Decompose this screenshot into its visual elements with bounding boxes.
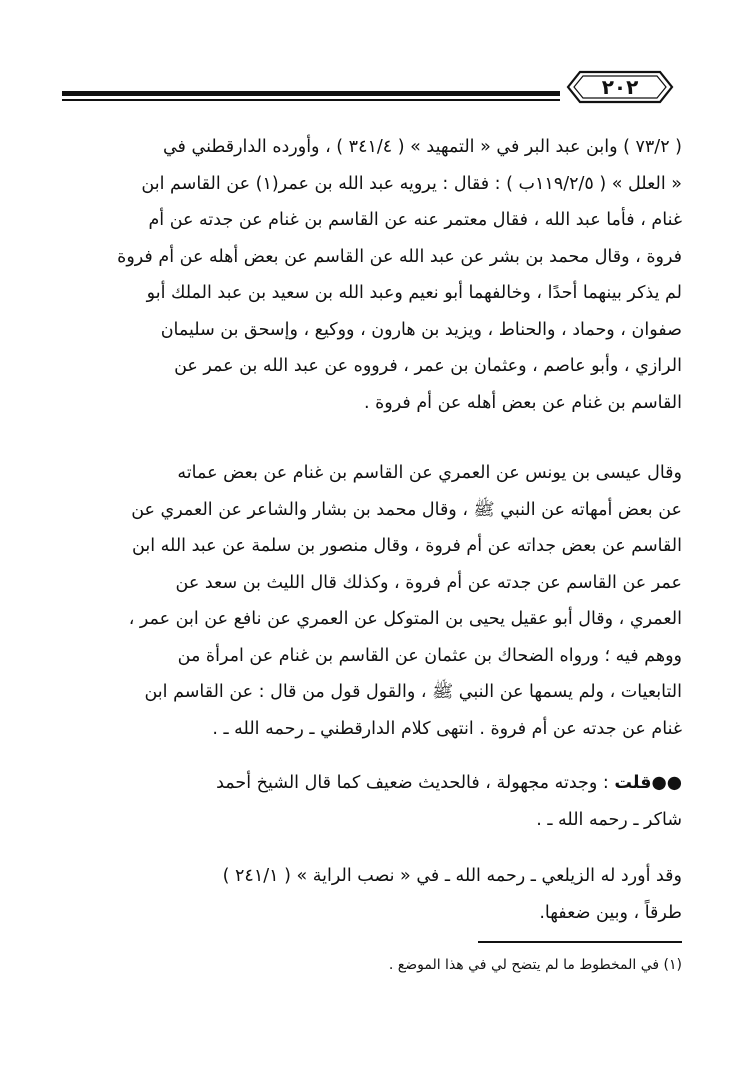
- footnote-divider: [478, 941, 682, 943]
- footnote: (١) في المخطوط ما لم يتضح لي في هذا الموضع .: [388, 957, 682, 973]
- text-line: شاكر ـ رحمه الله ـ .: [536, 809, 682, 830]
- page-header: [62, 66, 676, 110]
- text-line: طرقاً ، وبين ضعفها.: [539, 902, 682, 923]
- text-line: ( ٧٣/٢ ) وابن عبد البر في « التمهيد » ( ٣٤١/٤ ) ، وأورده الدارقطني في: [162, 137, 682, 157]
- text-line: وقال عيسى بن يونس عن العمري عن القاسم بن غنام عن بعض عماته: [177, 463, 682, 483]
- text-line: صفوان ، وحماد ، والحناط ، ويزيد بن هارون ، ووكيع ، وإسحق بن سليمان: [160, 319, 682, 340]
- paragraph-4: [58, 858, 682, 931]
- text-line: غنام ، فأما عبد الله ، فقال معتمر عنه عن القاسم بن غنام عن جدته عن أم: [148, 210, 682, 230]
- text-line: العمري ، وقال أبو عقيل يحيى بن المتوكل عن العمري عن نافع عن ابن عمر ،: [128, 609, 682, 629]
- text-line: « العلل » ( ١١٩/٢/٥ب ) : فقال : يرويه عبد الله بن عمر(١) عن القاسم ابن: [141, 173, 682, 194]
- note-text: : وجدته مجهولة ، فالحديث ضعيف كما قال الشيخ أحمد: [216, 773, 615, 793]
- header-rule-thin: [62, 99, 560, 101]
- text-line: وقد أورد له الزيلعي ـ رحمه الله ـ في « نصب الراية » ( ٢٤١/١ ): [222, 866, 682, 886]
- header-rule-thick: [62, 91, 560, 96]
- note-label: قلت: [614, 773, 652, 793]
- text-line: ووهم فيه ؛ ورواه الضحاك بن عثمان عن القاسم بن غنام عن امرأة من: [177, 645, 682, 666]
- text-line: التابعيات ، ولم يسمها عن النبي ﷺ ، والقول قول من قال : عن القاسم ابن: [144, 682, 682, 702]
- text-line: فروة ، وقال محمد بن بشر عن عبد الله عن القاسم عن بعض أهله عن أم فروة: [117, 246, 682, 267]
- text-line: القاسم بن غنام عن بعض أهله عن أم فروة .: [364, 392, 682, 413]
- paragraph-1: [58, 129, 682, 421]
- bullet-marker: ●●: [651, 773, 682, 793]
- text-line: [58, 765, 682, 802]
- text-line: لم يذكر بينهما أحدًا ، وخالفهما أبو نعيم وعبد الله بن سعيد بن عبد الملك أبو: [146, 283, 682, 303]
- page-number-badge: [564, 68, 676, 106]
- paragraph-3: [58, 765, 682, 838]
- text-line: عمر عن القاسم عن جدته عن أم فروة ، وكذلك قال الليث بن سعد عن: [175, 572, 682, 593]
- paragraph-2: [58, 455, 682, 747]
- page-number: ٢٠٢: [601, 75, 639, 99]
- text-line: القاسم عن بعض جداته عن أم فروة ، وقال منصور بن سلمة عن عبد الله ابن: [132, 536, 682, 556]
- text-line: الرازي ، وأبو عاصم ، وعثمان بن عمر ، فرووه عن عبد الله بن عمر عن: [174, 356, 682, 376]
- text-line: عن بعض أمهاته عن النبي ﷺ ، وقال محمد بن بشار والشاعر عن العمري عن: [131, 499, 682, 520]
- text-line: غنام عن جدته عن أم فروة . انتهى كلام الدارقطني ـ رحمه الله ـ .: [212, 718, 682, 739]
